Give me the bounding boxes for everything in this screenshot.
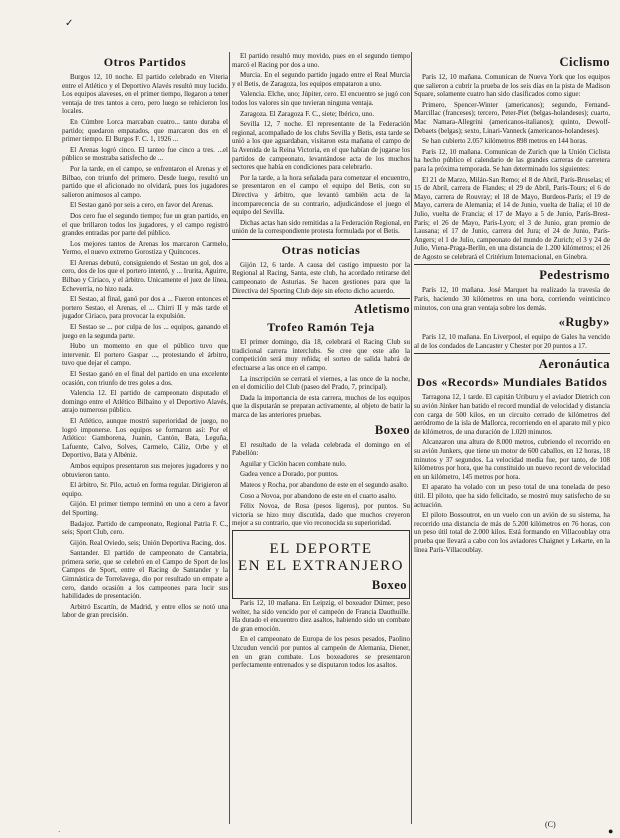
article-paragraph: Dada la importancia de esta carrera, muchos de los equipos que la disputarán se preparan activamente, al objeto de batir la marca de las anteriores pruebas. [232,393,410,419]
article-paragraph: Murcia. En el segundo partido jugado entre el Real Murcia y el Betis, de Zaragoza, los equipos empataron a uno. [232,71,410,88]
article-paragraph: El Atlético, aunque mostró superioridad de juego, no logró imponerse. Los equipos se formaron así: Por el Atlético: Gamborena, Juanin, Cantón, Bata, Leguña, Lafuente, Calvo, Solves, Carmelo, Cáliz, Orbe y el Deportivo, Bata y Albéniz. [62,416,228,460]
article-paragraph: Valencia. Elche, uno; Júpiter, cero. El encuentro se jugó con todos los valores sin que tuvieran ninguna ventaja. [232,90,410,107]
trofeo-body [232,338,410,419]
boxeo-extranjero-heading: Boxeo [371,577,407,592]
article-paragraph: Coso a Novoa, por abandono de este en el cuarto asalto. [240,491,397,500]
extranjero-heading-line-1: EL DEPORTE [269,540,373,557]
article-paragraph: El aparato ha volado con un peso total de una tonelada de peso útil. El piloto, que ha sido felicitado, se mostró muy satisfecho de su actuación. [414,483,610,509]
divider [414,264,610,265]
article-paragraph: Se han cubierto 2.057 kilómetros 898 metros en 144 horas. [422,137,588,146]
article-paragraph: El Arenas logró cinco. El tanteo fue cinco a tres. ...el público se mostraba satisfecho de ... [62,145,228,163]
pedestrismo-heading: Pedestrismo [539,268,610,283]
article-paragraph: La inscripción se cerrará el viernes, a las once de la noche, en el domicilio del Club (paseo del Prado, 7, principal). [232,374,410,392]
corner-mark: ✓ [65,18,74,29]
article-paragraph: Dos cero fue el segundo tiempo; fue un gran partido, en el que brillaron todos los jugadores, y el campo registró grandes entradas por parte del público. [62,211,228,238]
article-paragraph: París 12, 10 mañana. José Marquet ha realizado la travesía de París, haciendo 30 kilómetros en una hora, corriendo veinticinco minutos, con una gran ventaja sobre los demás. [414,286,610,312]
article-paragraph: El árbitro, Sr. Pilo, actuó en forma regular. Dirigieron al equipo. [62,481,228,498]
otras-noticias-body [232,261,410,295]
divider [232,298,410,299]
boxeo-extranjero-body [232,599,410,670]
article-paragraph: Primero, Spencer-Winter (americanos); segundo, Fernand-Marcillac (franceses); tercero, Peter-Piet (belgas-holandeses); cuarto, Mac Namara-Allegrini (americanos-italianos); quinto, Dewolf-Debaets (belgas); sexto, Linari-Vanneck (americanos-holandeses). [414,100,610,135]
extranjero-heading-line-2: EN EL EXTRANJERO [238,557,404,574]
article-paragraph: Santander. El partido de campeonato de Cantabria, primera serie, que se celebró en el Campo de Sport de los Campos de Sport, entre el Racing de Santander y la Gimnástica de Torrelavega, dio por resultado un empate a cero, dando ocasión a los campeones para lucir sus habilidades de presentación. [62,549,228,601]
aeronautica-heading: Aeronáutica [538,357,610,372]
article-paragraph: El primer domingo, día 18, celebrará el Racing Club su tradicional carrera interclubs. Se cree que este año la competición será muy reñida; el sorteo de salida habrá de efectuarse a las once en el campo. [232,338,410,373]
article-paragraph: Alcanzaron una altura de 8.000 metros, cubriendo el recorrido en su avión Junkers, que tiene un motor de 600 caballos, en 12 horas, 18 minutos y 37 segundos. La velocidad media fue, por tanto, de 108 kilómetros por hora, que ha constituido un nuevo record de velocidad en un kilómetro, 145 metros por hora. [414,438,610,481]
corner-mark-bottom-left: · [58,828,61,836]
article-paragraph: Hubo un momento en que el público tuvo que intervenir. El portero Gaspar ..., protestando el árbitro, tuvo que dejar el campo. [62,342,228,368]
records-heading: Dos «Records» Mundiales Batidos [416,375,608,390]
article-paragraph: El Sestao ganó por seis a cero, en favor del Arenas. [70,201,214,210]
article-paragraph: El partido resultó muy movido, pues en el segundo tiempo marcó el Racing por dos a uno. [232,52,410,69]
ciclismo-heading: Ciclismo [559,55,610,69]
pedestrismo-body [414,286,610,312]
article-paragraph: París 12, 10 mañana. En Liverpool, el equipo de Gales ha vencido al de los condados de Lancaster y Chester por 20 puntos a 17. [414,333,610,350]
article-paragraph: Gijón 12, 6 tarde. A causa del castigo impuesto por la Regional al Racing, Santa, este club, ha acordado retirarse del campeonato de Asturias. Se hacen gestiones para que la Directiva del Sporting Club deje sin efecto dicho acuerdo. [232,260,410,295]
article-paragraph: Félix Novoa, de Rosa (pesos ligeros), por puntos. Su victoria se hizo muy discutida, dado que muchos creyeron mejor a su contrario, que vio reconocida su superioridad. [232,502,410,528]
article-paragraph: En el campeonato de Europa de los pesos pesados, Paolino Uzcudun venció por puntos al campeón de Alemania, Diener, en un gran combate. Los boxeadores se presentaron perfectamente entrenados y se disputaron todos los asaltos. [232,635,410,670]
otras-noticias-heading: Otras noticias [281,242,361,257]
otros-partidos-body [62,73,228,620]
ciclismo-body [414,73,610,261]
divider [232,239,410,240]
article-paragraph: Los mejores tantos de Arenas los marcaron Carmelo, Yermo, el nuevo extremo Gorostiza y Quincoces. [62,239,228,257]
extranjero-box [232,530,410,599]
article-paragraph: Arbitró Escartín, de Madrid, y entre ellos se notó una labor de gran precisión. [62,602,228,620]
article-paragraph: El Arenas debutó, consiguiendo el Sestao un gol, dos a cero, dos de los que el portero intentó, y ... Irurita, Aguirre, Bilbao y Ciriaco, y el árbitro. Unicamente el juez de línea, Echeverría, no hizo nada. [62,258,228,293]
article-paragraph: El Sestao, al final, ganó por dos a ... Fueron entonces el portero Sestao, el Arenas, el ... Chirri II y más tarde el jugador Ciriaco, para provocar la expulsión. [62,295,228,321]
article-paragraph: Gadea vence a Dorado, por puntos. [240,470,339,479]
article-paragraph: En Cúmbre Lorca marcaban cuatro... tanto duraba el partido; quedaron empatados, que marcaron dos en el primer tiempo. El Burgos F. C. 1, 1926 ... [62,117,228,144]
article-paragraph: El piloto Bossoutrot, en un vuelo con un avión de su sistema, ha recorrido una distancia de más de 5.200 kilómetros en 76 horas, con un peso útil total de 2.000 kilos. Está formando en Villacoublay otra prueba que llevará a cabo con los aviadores Chaignet y Lekarte, en la línea París-Villacoublay. [414,511,610,554]
atletismo-heading: Atletismo [354,302,410,317]
article-paragraph: El Sestao ganó en el final del partido en una excelente ocasión, con triunfo de tres goles a dos. [62,370,228,387]
article-paragraph: Zaragoza. El Zaragoza F. C., siete; Ibérico, uno. [240,109,375,118]
article-paragraph: Tarragona 12, 1 tarde. El capitán Uriburu y el aviador Dietrich con su avión Júnker han batido el record mundial de velocidad y distancia con carga de 500 kilos, en un circuito cerrado de kilómetros del aeródromo de la isla de Mallorca, recorriendo en el aparato mil y pico de kilómetros, de una duración de 1.020 minutos. [414,393,610,436]
article-paragraph: El resultado de la velada celebrada el domingo en el Pabellón: [232,440,410,458]
column-rule-2 [411,52,412,824]
article-paragraph: Burgos 12, 10 noche. El partido celebrado en Viteria entre el Atlético y el Deportivo Alavés resultó muy lucido. Los equipos alaveses, en el primer tiempo, llegaron a tener ventaja de tres tantos a cero, pero luego se rehicieron los locales. [62,73,228,116]
column-1 [62,52,228,622]
trofeo-heading: Trofeo Ramón Teja [267,320,375,335]
article-paragraph: Gijón. Real Oviedo, seis; Unión Deportiva Racing, dos. [70,538,227,547]
column-rule-1 [229,52,230,824]
boxeo-body [232,441,410,528]
article-paragraph: París 12, 10 mañana. Comunican de Nueva York que los equipos que salieron a cubrir la prueba de los seis días en la pista de Madison Square, solamente cuatro han sido clasificados como sigue: [414,73,610,99]
boxeo-heading: Boxeo [374,422,410,437]
rugby-body [414,333,610,350]
column-2 [232,52,410,672]
rugby-heading: «Rugby» [558,315,610,330]
article-paragraph: El 21 de Marzo, Milán-San Remo; el 8 de Abril, París-Bruselas; el 15 de Abril, carrera de Flandes; el 29 de Abril, París-Tours; el 6 de Mayo, carrera de Rouvray; el 18 de Mayo, Burdeos-París; el 19 de Mayo, carrera de Alemania; el 14 de Junio, vuelta de Italia; el 10 de Julio, vuelta de Francia; el 17 de Mayo a 5 de Junio, París-Brest-París; el 26 de Mayo, París-Lyon; el 3 de Junio, gran premio de Lausana; el 17 de Junio, carrera del Jura; el 24 de Junio, París-Angers; el 1 de Julio, campeonato del mundo de Zurich; el 3 y 24 de Julio, Viena-Praga-Berlín, en una distancia de 1.200 kilómetros; el 26 de Agosto se celebrará el Critérium Internacional, en Ginebra. [414,175,610,261]
records-body [414,393,610,554]
article-paragraph: Dichas actas han sido remitidas a la Federación Regional, en unión de la correspondiente protesta formulada por el Betis. [232,218,410,236]
article-paragraph: Por la tarde, a la hora señalada para comenzar el encuentro, se presentaron en el campo el equipo del Betis, con su Directiva y árbitro, que levantó también acta de la incomparecencia de su contrario, adjudicándose el juego el equipo del Sevilla. [232,173,410,217]
article-paragraph: Sevilla 12, 7 noche. El representante de la Federación regional, acompañado de los clubs Sevilla y Betis, esta tarde se unió a los que aguardaban, visitaron esta mañana el campo de la Avenida de la Reina Victoria, en el que habían de jugarse los partidos de campeonato, levantándose acta de los muchos sectores que había en condiciones para celebrarlo. [232,120,410,172]
column-2-top-body [232,52,410,236]
article-paragraph: Por la tarde, en el campo, se enfrentaron el Arenas y el Bilbao, con triunfo del primero. Desde luego, resultó un partido que el aficionado no olvidará, pues los jugadores salieron animosos al campo. [62,164,228,199]
article-paragraph: Mateos y Rocha, por abandono de este en el segundo asalto. [240,480,409,489]
page-footer-mark: (C) [545,820,556,829]
corner-mark-bottom: ● [608,826,614,836]
divider [414,353,610,354]
article-paragraph: Gijón. El primer tiempo terminó en uno a cero a favor del Sporting. [62,500,228,517]
otros-partidos-heading: Otros Partidos [103,55,187,69]
article-paragraph: Badajoz. Partido de campeonato, Regional Patria F. C., seis; Sport Club, cero. [62,519,228,537]
article-paragraph: Valencia 12. El partido de campeonato disputado el domingo entre el Atlético Bilbaíno y el Deportivo Alavés, atrajo numeroso público. [62,389,228,415]
article-paragraph: París 12, 10 mañana. Comunican de Zurich que la Unión Ciclista ha hecho público el calendario de las grandes carreras de carretera para la próxima temporada. Se han determinado los siguientes: [414,147,610,173]
article-paragraph: París 12, 10 mañana. En Leipzig, el boxeador Dúmer, peso welter, ha sido vencido por el campeón de Francia Dauthuille. Ha durado el encuentro diez asaltos, habiendo sido un combate de gran emoción. [232,598,410,633]
article-paragraph: Ambos equipos presentaron sus mejores jugadores y no obtuvieron tanto. [62,461,228,479]
article-paragraph: El Sestao se ... por culpa de los ... equipos, ganando el juego en la segunda parte. [62,323,228,340]
column-3 [414,52,610,556]
article-paragraph: Aguilar y Ciclón hacen combate nulo. [240,459,347,468]
